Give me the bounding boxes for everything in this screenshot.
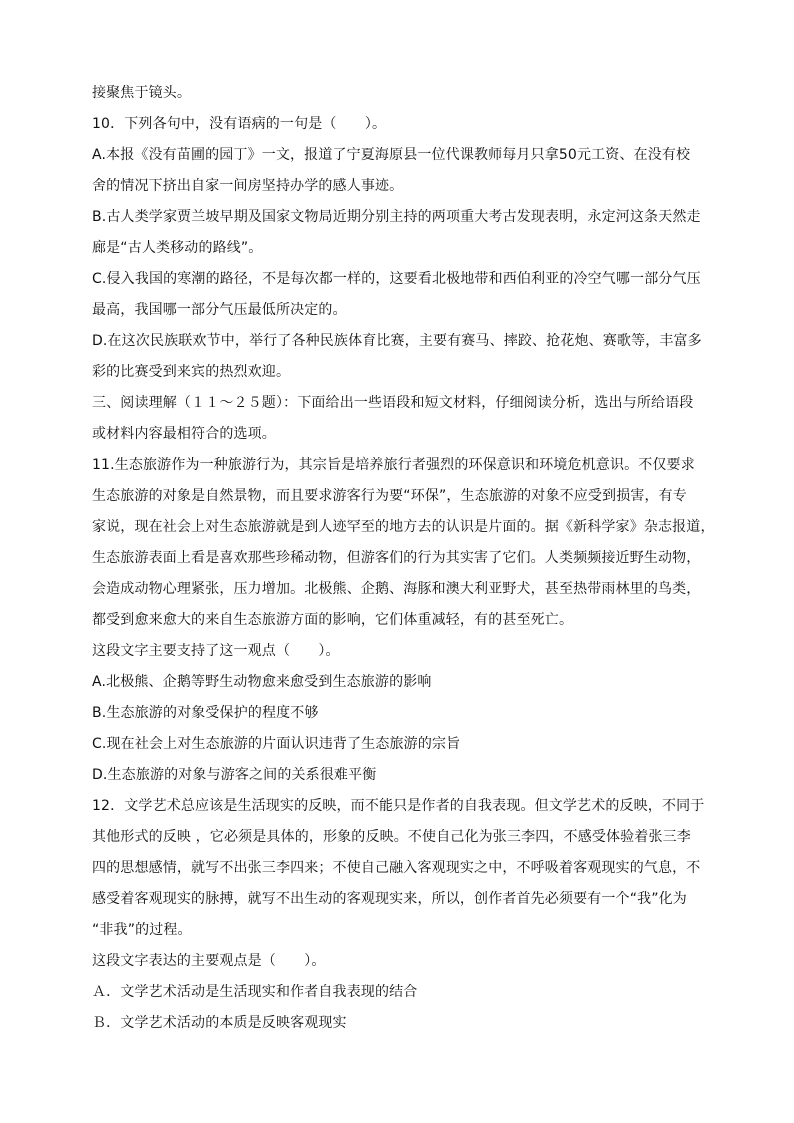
question-11-passage: 生态旅游的对象是自然景物，而且要求游客行为要“环保”，生态旅游的对象不应受到损害，有专 — [92, 488, 687, 504]
question-10-option-d-cont: 彩的比赛受到来宾的热烈欢迎。 — [92, 364, 291, 380]
question-11-stem: 这段文字主要支持了这一观点（ ）。 — [92, 643, 340, 659]
question-11-passage: 都受到愈来愈大的来自生态旅游方面的影响，它们体重减轻，有的甚至死亡。 — [92, 612, 574, 628]
question-11-passage: 会造成动物心理紧张，压力增加。北极熊、企鹅、海豚和澳大利亚野犬，甚至热带雨林里的鸟类， — [92, 581, 701, 597]
question-11-option-d: D.生态旅游的对象与游客之间的关系很难平衡 — [92, 767, 377, 783]
question-10-option-b-cont: 廊是“古人类移动的路线”。 — [92, 240, 263, 256]
question-10-option-c-cont: 最高，我国哪一部分气压最低所决定的。 — [92, 302, 347, 318]
question-12-passage: “非我”的过程。 — [92, 922, 192, 938]
question-11-option-c: C.现在社会上对生态旅游的片面认识违背了生态旅游的宗旨 — [92, 736, 461, 752]
question-12-passage: 其他形式的反映 ，它必须是具体的，形象的反映。不使自己化为张三李四，不感受体验着张三李 — [92, 829, 691, 845]
section-3-heading: 三、阅读理解（１１～２５题）：下面给出一些语段和短文材料，仔细阅读分析，选出与所给语段 — [92, 395, 694, 411]
question-10-stem: 10．下列各句中，没有语病的一句是（ ）。 — [92, 116, 387, 132]
question-11-option-a: A.北极熊、企鹅等野生动物愈来愈受到生态旅游的影响 — [92, 674, 432, 690]
section-3-heading-cont: 或材料内容最相符合的选项。 — [92, 426, 276, 442]
question-10-option-a: A.本报《没有苗圃的园丁》一文，报道了宁夏海原县一位代课教师每月只拿50元工资、在没有校 — [92, 147, 691, 163]
question-12-stem: 这段文字表达的主要观点是（ ）。 — [92, 953, 326, 969]
question-11-passage: 生态旅游表面上看是喜欢那些珍稀动物，但游客们的行为其实害了它们。人类频频接近野生动物， — [92, 550, 701, 566]
question-10-option-b: B.古人类学家贾兰坡早期及国家文物局近期分别主持的两项重大考古发现表明，永定河这条天然走 — [92, 209, 701, 225]
question-10-option-c: C.侵入我国的寒潮的路径，不是每次都一样的，这要看北极地带和西伯利亚的冷空气哪一部分气压 — [92, 271, 701, 287]
question-10-option-d: D.在这次民族联欢节中，举行了各种民族体育比赛，主要有赛马、摔跤、抢花炮、赛歌等，丰富多 — [92, 333, 702, 349]
question-12-passage: 四的思想感情，就写不出张三李四来；不使自己融入客观现实之中，不呼吸着客观现实的气息，不 — [92, 860, 701, 876]
question-11-passage: 11.生态旅游作为一种旅游行为，其宗旨是培养旅行者强烈的环保意识和环境危机意识。不仅要求 — [92, 457, 695, 473]
question-12-option-b: Ｂ．文学艺术活动的本质是反映客观现实 — [92, 1015, 347, 1031]
question-10-option-a-cont: 舍的情况下挤出自家一间房坚持办学的感人事迹。 — [92, 178, 404, 194]
question-11-option-b: B.生态旅游的对象受保护的程度不够 — [92, 705, 319, 721]
text-line: 接聚焦于镜头。 — [92, 85, 192, 101]
question-12-option-a: Ａ．文学艺术活动是生活现实和作者自我表现的结合 — [92, 984, 418, 1000]
question-11-passage: 家说，现在社会上对生态旅游就是到人迹罕至的地方去的认识是片面的。据《新科学家》杂志报道， — [92, 519, 715, 535]
document-body — [92, 78, 715, 1039]
question-12-passage: 感受着客观现实的脉搏，就写不出生动的客观现实来，所以，创作者首先必须要有一个“我”化为 — [92, 891, 687, 907]
question-12-passage: 12．文学艺术总应该是生活现实的反映，而不能只是作者的自我表现。但文学艺术的反映，不同于 — [92, 798, 705, 814]
